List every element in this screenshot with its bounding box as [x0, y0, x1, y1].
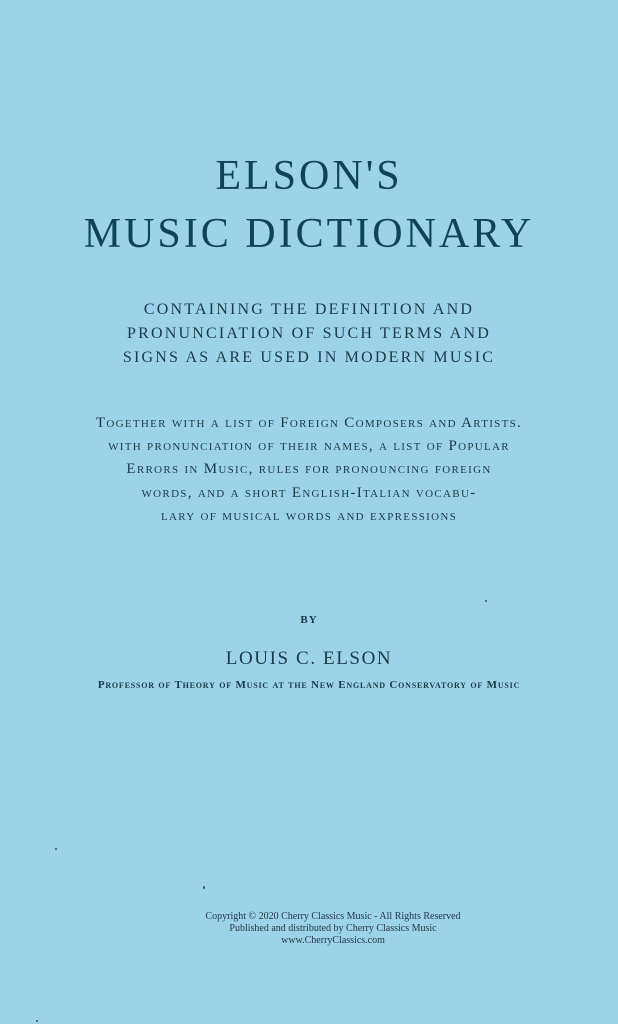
description-line-4: words, and a short English-Italian vocabu- [141, 485, 477, 501]
subtitle-line-1: CONTAINING THE DEFINITION AND [143, 301, 475, 318]
print-speck [485, 600, 487, 602]
title-line-1: ELSON'S [215, 153, 403, 199]
by-label: BY [300, 614, 318, 626]
subtitle-line-3: SIGNS AS ARE USED IN MODERN MUSIC [122, 349, 496, 366]
title-line-2: MUSIC DICTIONARY [83, 211, 535, 257]
description-line-1: Together with a list of Foreign Composers and Artists. [95, 415, 523, 431]
subtitle-line-2: PRONUNCIATION OF SUCH TERMS AND [127, 325, 491, 342]
publisher-line: Published and distributed by Cherry Classics Music [229, 923, 437, 934]
website-line: www.CherryClassics.com [281, 935, 385, 946]
description-line-5: lary of musical words and expressions [160, 508, 458, 524]
copyright-line: Copyright © 2020 Cherry Classics Music - All Rights Reserved [205, 911, 461, 922]
author-name: LOUIS C. ELSON [225, 648, 393, 669]
description-line-2: with pronunciation of their names, a list of Popular [108, 438, 510, 454]
print-speck [36, 1020, 38, 1022]
author-affiliation: Professor of Theory of Music at the New England Conservatory of Music [97, 679, 521, 691]
print-speck [55, 848, 57, 850]
description-line-3: Errors in Music, rules for pronouncing foreign [126, 461, 492, 477]
print-speck [203, 886, 205, 889]
